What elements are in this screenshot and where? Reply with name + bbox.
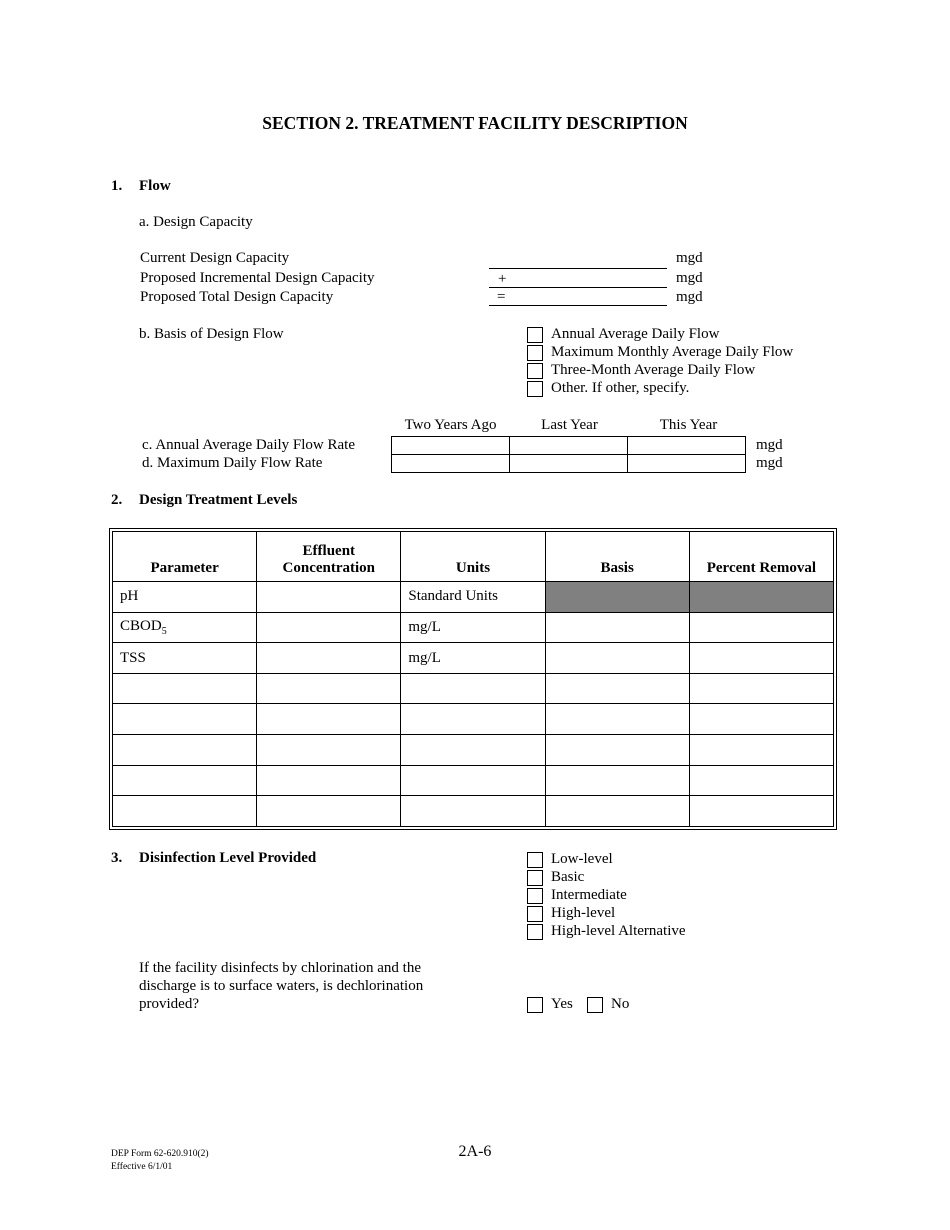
table-row [113, 673, 834, 704]
header-parameter: Parameter [113, 532, 257, 582]
blank-cell[interactable] [257, 735, 401, 766]
blank-cell[interactable] [113, 704, 257, 735]
header-percent-removal: Percent Removal [689, 532, 833, 582]
checkbox[interactable] [527, 924, 543, 940]
blank-cell[interactable] [545, 735, 689, 766]
blank-cell[interactable] [113, 765, 257, 796]
current-capacity-field[interactable] [489, 268, 667, 269]
checkbox-label: Three-Month Average Daily Flow [551, 362, 756, 378]
q1-number: 1. [111, 178, 123, 194]
checkbox[interactable] [527, 852, 543, 868]
q2-number: 2. [111, 492, 123, 508]
parameter-cell: pH [113, 582, 257, 613]
col-two-years-ago: Two Years Ago [404, 417, 497, 433]
table-row [392, 455, 746, 473]
table-row [113, 735, 834, 766]
dechlorination-question-line1: If the facility disinfects by chlorination and the [139, 960, 421, 976]
basis-cell-shaded [545, 582, 689, 613]
blank-cell[interactable] [545, 673, 689, 704]
form-id: DEP Form 62-620.910(2) [111, 1149, 209, 1159]
checkbox[interactable] [527, 870, 543, 886]
checkbox-label: Intermediate [551, 887, 627, 903]
blank-cell[interactable] [113, 735, 257, 766]
header-effluent-line2: Concentration [282, 560, 376, 577]
table-row [113, 796, 834, 827]
checkbox[interactable] [587, 997, 603, 1013]
blank-cell[interactable] [545, 796, 689, 827]
current-capacity-label: Current Design Capacity [140, 250, 290, 266]
header-effluent [257, 532, 401, 582]
flow-cell[interactable] [628, 437, 746, 455]
basis-label: b. Basis of Design Flow [139, 326, 284, 342]
checkbox[interactable] [527, 345, 543, 361]
max-flow-unit: mgd [756, 455, 783, 471]
blank-cell[interactable] [689, 673, 833, 704]
percent-removal-cell[interactable] [689, 643, 833, 674]
checkbox[interactable] [527, 381, 543, 397]
checkbox[interactable] [527, 363, 543, 379]
incremental-capacity-unit: mgd [676, 270, 703, 286]
header-basis: Basis [545, 532, 689, 582]
blank-cell[interactable] [401, 765, 545, 796]
incremental-capacity-label: Proposed Incremental Design Capacity [140, 270, 375, 286]
q3-title: Disinfection Level Provided [139, 850, 317, 866]
section-title: SECTION 2. TREATMENT FACILITY DESCRIPTION [262, 113, 688, 133]
annual-flow-unit: mgd [756, 437, 783, 453]
checkbox[interactable] [527, 327, 543, 343]
table-row [392, 437, 746, 455]
blank-cell[interactable] [689, 796, 833, 827]
blank-cell[interactable] [257, 796, 401, 827]
col-this-year: This Year [659, 417, 718, 433]
blank-cell[interactable] [401, 704, 545, 735]
incremental-capacity-field[interactable] [489, 287, 667, 288]
basis-cell[interactable] [545, 643, 689, 674]
page-number: 2A-6 [458, 1143, 492, 1160]
blank-cell[interactable] [401, 796, 545, 827]
checkbox-label: Maximum Monthly Average Daily Flow [551, 344, 794, 360]
table-row [113, 765, 834, 796]
table-row [113, 612, 834, 643]
flow-cell[interactable] [510, 455, 628, 473]
units-cell: Standard Units [401, 582, 545, 613]
design-capacity-label: a. Design Capacity [139, 214, 253, 230]
parameter-cell: TSS [113, 643, 257, 674]
checkbox-label: Basic [551, 869, 585, 885]
percent-removal-cell[interactable] [689, 612, 833, 643]
checkbox-label: Low-level [551, 851, 613, 867]
flow-cell[interactable] [392, 437, 510, 455]
parameter-cell [113, 612, 257, 643]
flow-cell[interactable] [510, 437, 628, 455]
parameter-subscript: 5 [161, 625, 167, 637]
blank-cell[interactable] [401, 673, 545, 704]
current-capacity-unit: mgd [676, 250, 703, 266]
units-cell: mg/L [401, 612, 545, 643]
plus-sign: + [498, 271, 507, 287]
checkbox[interactable] [527, 997, 543, 1013]
dechlorination-question-line3: provided? [139, 996, 199, 1012]
header-effluent-line1: Effluent [302, 543, 356, 560]
effluent-cell[interactable] [257, 643, 401, 674]
dechlorination-question-line2: discharge is to surface waters, is dechlorination [139, 978, 424, 994]
blank-cell[interactable] [689, 704, 833, 735]
table-row [113, 704, 834, 735]
equals-sign: = [497, 289, 506, 305]
table-row [113, 643, 834, 674]
checkbox-label: Other. If other, specify. [551, 380, 690, 396]
flow-cell[interactable] [628, 455, 746, 473]
effluent-cell[interactable] [257, 582, 401, 613]
flow-rate-table [391, 436, 746, 473]
table-header-row [113, 532, 834, 582]
total-capacity-unit: mgd [676, 289, 703, 305]
blank-cell[interactable] [689, 765, 833, 796]
blank-cell[interactable] [689, 735, 833, 766]
checkbox-label: No [611, 996, 630, 1012]
total-capacity-label: Proposed Total Design Capacity [140, 289, 334, 305]
blank-cell[interactable] [113, 796, 257, 827]
blank-cell[interactable] [401, 735, 545, 766]
annual-flow-rate-label: c. Annual Average Daily Flow Rate [142, 437, 356, 453]
flow-cell[interactable] [392, 455, 510, 473]
blank-cell[interactable] [257, 765, 401, 796]
parameter-text: CBOD [120, 617, 162, 634]
blank-cell[interactable] [257, 704, 401, 735]
table-row [113, 582, 834, 613]
units-cell: mg/L [401, 643, 545, 674]
basis-cell[interactable] [545, 612, 689, 643]
blank-cell[interactable] [545, 704, 689, 735]
blank-cell[interactable] [257, 673, 401, 704]
q3-number: 3. [111, 850, 123, 866]
checkbox-label: Yes [551, 996, 573, 1012]
col-last-year: Last Year [541, 417, 598, 433]
q2-title: Design Treatment Levels [139, 492, 298, 508]
checkbox-label: Annual Average Daily Flow [551, 326, 720, 342]
percent-removal-cell-shaded [689, 582, 833, 613]
blank-cell[interactable] [545, 765, 689, 796]
blank-cell[interactable] [113, 673, 257, 704]
effluent-cell[interactable] [257, 612, 401, 643]
checkbox[interactable] [527, 906, 543, 922]
max-flow-rate-label: d. Maximum Daily Flow Rate [142, 455, 323, 471]
checkbox-label: High-level [551, 905, 616, 921]
header-units: Units [401, 532, 545, 582]
effective-date: Effective 6/1/01 [111, 1162, 173, 1172]
checkbox-label: High-level Alternative [551, 923, 686, 939]
total-capacity-field[interactable] [489, 305, 667, 306]
checkbox[interactable] [527, 888, 543, 904]
q1-title: Flow [139, 178, 171, 194]
design-treatment-table [109, 528, 837, 830]
